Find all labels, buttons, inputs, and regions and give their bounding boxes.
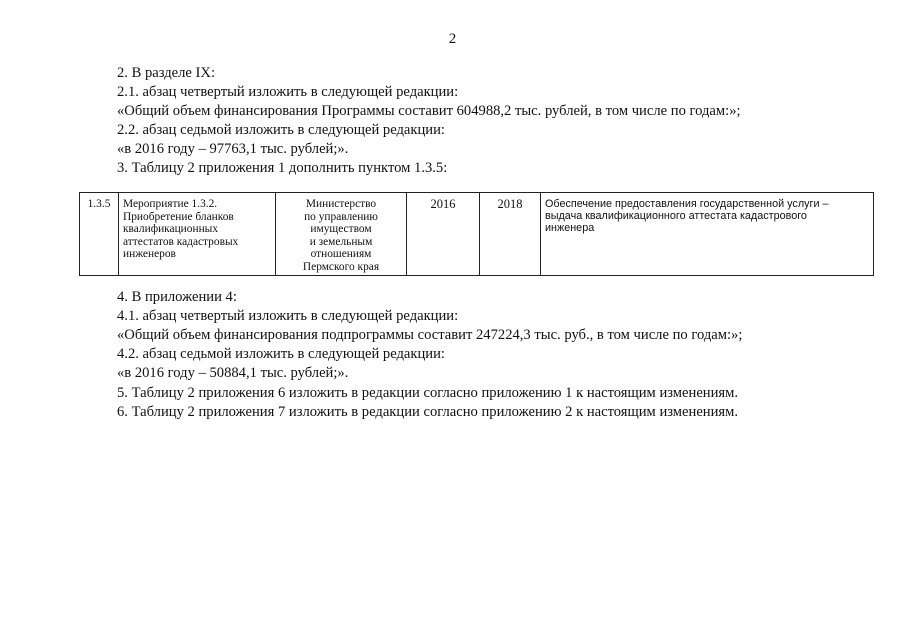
program-table [79,192,874,276]
paragraph: 2.1. абзац четвертый изложить в следующей редакции: [117,84,459,100]
row-number-cell: 1.3.5 [80,193,119,276]
event-line: аттестатов кадастровых [123,235,239,248]
event-line: инженеров [123,248,176,260]
event-line: Мероприятие 1.3.2. [123,198,218,210]
event-line: Приобретение бланков [123,210,234,223]
paragraph: «в 2016 году – 50884,1 тыс. рублей;». [117,365,349,381]
result-cell [541,193,874,276]
paragraph: «в 2016 году – 97763,1 тыс. рублей;». [117,141,349,157]
paragraph: 3. Таблицу 2 приложения 1 дополнить пунктом 1.3.5: [117,160,448,176]
result-line: Обеспечение предоставления государственной услуги – [545,198,829,210]
executor-cell [276,193,407,276]
event-line: квалификационных [123,223,219,235]
executor-line: Министерство [305,198,377,210]
paragraph: 6. Таблицу 2 приложения 7 изложить в редакции согласно приложению 2 к настоящим изменениям. [117,404,739,420]
paragraph: 4.2. абзац седьмой изложить в следующей редакции: [117,346,445,362]
executor-line: Пермского края [302,260,380,273]
paragraph: 4. В приложении 4: [117,289,237,305]
page-number: 2 [448,31,457,47]
result-line: выдача квалификационного аттестата кадастрового [545,210,807,223]
event-cell [119,193,276,276]
executor-line: по управлению [304,210,378,223]
paragraph: «Общий объем финансирования подпрограммы составит 247224,3 тыс. руб., в том числе по годам:»; [117,327,743,343]
executor-line: имуществом [310,223,372,235]
paragraph: 2.2. абзац седьмой изложить в следующей редакции: [117,122,445,138]
paragraph: 4.1. абзац четвертый изложить в следующей редакции: [117,308,459,324]
year-end-cell: 2018 [480,193,541,276]
executor-line: отношениям [310,248,372,260]
table-row [80,193,874,276]
result-line: инженера [545,222,595,235]
paragraph: 5. Таблицу 2 приложения 6 изложить в редакции согласно приложению 1 к настоящим изменениям. [117,385,739,401]
year-start-cell: 2016 [407,193,480,276]
executor-line: и земельным [309,235,373,248]
paragraph: 2. В разделе IX: [117,65,216,81]
paragraph: «Общий объем финансирования Программы составит 604988,2 тыс. рублей, в том числе по годам:»; [117,103,741,119]
